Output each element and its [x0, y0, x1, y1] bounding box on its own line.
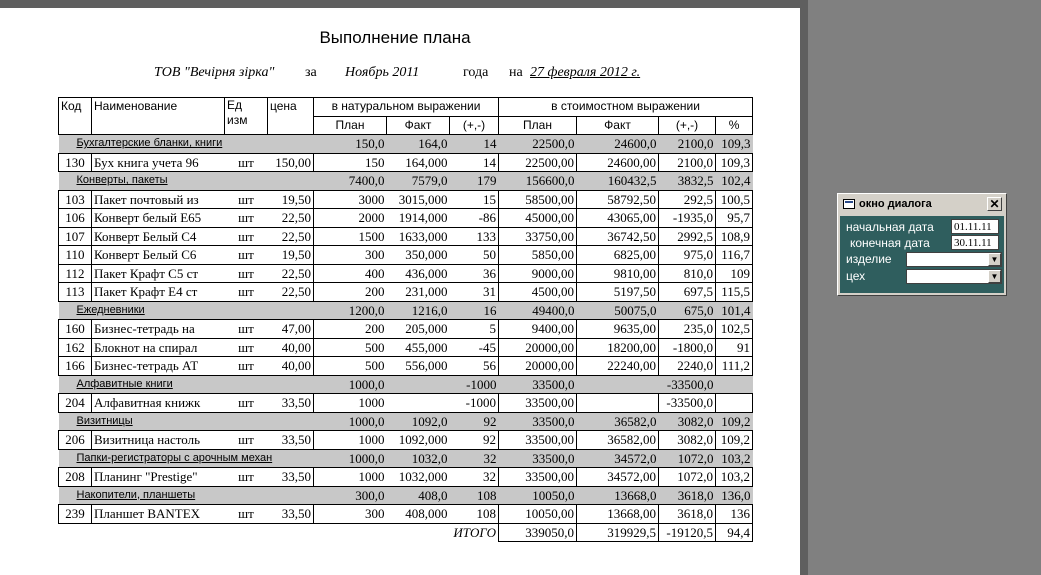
item-fact: 455,000: [387, 338, 450, 357]
item-diff: 32: [450, 468, 499, 487]
item-diff: 15: [450, 190, 499, 209]
group-sfact: 36582,0: [577, 412, 659, 431]
group-name-text: Бухгалтерские бланки, книги: [76, 137, 223, 150]
chevron-down-icon[interactable]: ▼: [988, 253, 1001, 266]
item-diff: 36: [450, 264, 499, 283]
item-code: 204: [59, 394, 92, 413]
item-price: 22,50: [268, 227, 314, 246]
group-diff: 92: [450, 412, 499, 431]
group-name: [59, 412, 314, 431]
item-unit: шт: [225, 357, 268, 376]
item-diff: 108: [450, 505, 499, 524]
total-cost-fact: 319929,5: [577, 523, 659, 542]
report-date: 27 февраля 2012 г.: [530, 65, 641, 80]
item-plan: 200: [314, 320, 387, 339]
group-splan: 33500,0: [499, 449, 577, 468]
item-cost-diff: 2100,0: [659, 153, 716, 172]
item-unit: шт: [225, 320, 268, 339]
item-cost-plan: 10050,00: [499, 505, 577, 524]
item-plan: 500: [314, 338, 387, 357]
item-cost-fact: 36582,00: [577, 431, 659, 450]
group-sfact: 34572,0: [577, 449, 659, 468]
group-pct: 109,2: [716, 412, 753, 431]
item-price: 33,50: [268, 468, 314, 487]
group-row: [59, 486, 753, 505]
item-cost-plan: 33500,00: [499, 394, 577, 413]
group-plan: 1000,0: [314, 375, 387, 394]
total-row: [59, 523, 753, 542]
item-plan: 1000: [314, 468, 387, 487]
header-name: Наименование: [92, 98, 225, 135]
item-code: 103: [59, 190, 92, 209]
item-price: 19,50: [268, 246, 314, 265]
item-code: 112: [59, 264, 92, 283]
item-pct: 109: [716, 264, 753, 283]
item-cost-fact: [577, 394, 659, 413]
total-pct: 94,4: [716, 523, 753, 542]
report-period: Ноябрь 2011: [345, 65, 420, 80]
item-unit: шт: [225, 153, 268, 172]
dialog-body: [840, 216, 1004, 293]
group-pct: 102,4: [716, 172, 753, 191]
item-fact: 1914,000: [387, 209, 450, 228]
report-title: Выполнение плана: [319, 28, 471, 47]
group-splan: 22500,0: [499, 135, 577, 154]
group-sdiff: 1072,0: [659, 449, 716, 468]
item-cost-plan: 58500,00: [499, 190, 577, 209]
group-name: [59, 486, 314, 505]
group-pct: 109,3: [716, 135, 753, 154]
header-cost-plan: План: [499, 116, 577, 135]
label-za: за: [305, 65, 317, 80]
group-fact: [387, 375, 450, 394]
item-cost-plan: 33500,00: [499, 468, 577, 487]
label-na: на: [509, 65, 523, 80]
group-name-text: Конверты, пакеты: [76, 174, 168, 187]
group-name-text: Визитницы: [76, 414, 133, 427]
group-fact: 1092,0: [387, 412, 450, 431]
item-pct: [716, 394, 753, 413]
item-name: Конверт Белый С6: [92, 246, 225, 265]
item-plan: 150: [314, 153, 387, 172]
item-unit: шт: [225, 431, 268, 450]
item-cost-fact: 9635,00: [577, 320, 659, 339]
item-code: 113: [59, 283, 92, 302]
start-date-label: начальная дата: [846, 220, 934, 234]
item-diff: 133: [450, 227, 499, 246]
item-price: 33,50: [268, 431, 314, 450]
item-cost-diff: 975,0: [659, 246, 716, 265]
company-name: ТОВ "Вечірня зірка": [154, 65, 275, 80]
group-diff: -1000: [450, 375, 499, 394]
item-code: 130: [59, 153, 92, 172]
item-price: 33,50: [268, 505, 314, 524]
total-cost-diff: -19120,5: [659, 523, 716, 542]
page-top-edge: [0, 0, 808, 8]
item-cost-fact: 9810,00: [577, 264, 659, 283]
group-pct: [716, 375, 753, 394]
group-name-text: Алфавитные книги: [76, 377, 173, 390]
item-cost-diff: 2240,0: [659, 357, 716, 376]
group-sfact: [577, 375, 659, 394]
group-sfact: 50075,0: [577, 301, 659, 320]
item-cost-diff: -1800,0: [659, 338, 716, 357]
item-code: 107: [59, 227, 92, 246]
item-price: 150,00: [268, 153, 314, 172]
item-diff: -1000: [450, 394, 499, 413]
header-cost: в стоимостном выражении: [499, 98, 753, 117]
header-fact: Факт: [387, 116, 450, 135]
item-price: 22,50: [268, 283, 314, 302]
group-plan: 150,0: [314, 135, 387, 154]
item-cost-fact: 43065,00: [577, 209, 659, 228]
group-sdiff: 2100,0: [659, 135, 716, 154]
table-row[interactable]: [59, 505, 753, 524]
group-splan: 33500,0: [499, 412, 577, 431]
group-diff: 108: [450, 486, 499, 505]
item-plan: 3000: [314, 190, 387, 209]
item-unit: шт: [225, 264, 268, 283]
group-sdiff: 675,0: [659, 301, 716, 320]
item-name: Пакет почтовый из: [92, 190, 225, 209]
table-row[interactable]: [59, 357, 753, 376]
item-cost-diff: 2992,5: [659, 227, 716, 246]
group-splan: 10050,0: [499, 486, 577, 505]
item-cost-fact: 34572,00: [577, 468, 659, 487]
header-cost-fact: Факт: [577, 116, 659, 135]
item-diff: 92: [450, 431, 499, 450]
table-row[interactable]: [59, 283, 753, 302]
item-cost-diff: 3618,0: [659, 505, 716, 524]
header-code: Код: [59, 98, 92, 135]
group-diff: 16: [450, 301, 499, 320]
group-splan: 156600,0: [499, 172, 577, 191]
item-diff: 14: [450, 153, 499, 172]
group-fact: 408,0: [387, 486, 450, 505]
header-price: цена: [268, 98, 314, 135]
item-price: 33,50: [268, 394, 314, 413]
dialog-window: [837, 193, 1007, 296]
table-row[interactable]: [59, 338, 753, 357]
table-row[interactable]: [59, 394, 753, 413]
item-fact: 408,000: [387, 505, 450, 524]
item-code: 162: [59, 338, 92, 357]
group-diff: 14: [450, 135, 499, 154]
item-plan: 200: [314, 283, 387, 302]
item-cost-plan: 33500,00: [499, 431, 577, 450]
item-fact: 556,000: [387, 357, 450, 376]
group-pct: 101,4: [716, 301, 753, 320]
item-fact: 231,000: [387, 283, 450, 302]
item-price: 22,50: [268, 264, 314, 283]
item-cost-plan: 22500,00: [499, 153, 577, 172]
close-button[interactable]: ✕: [987, 197, 1002, 211]
item-pct: 136: [716, 505, 753, 524]
item-cost-diff: 810,0: [659, 264, 716, 283]
item-price: 22,50: [268, 209, 314, 228]
group-sdiff: 3618,0: [659, 486, 716, 505]
shop-select[interactable]: [906, 269, 1002, 284]
header-pct: %: [716, 116, 753, 135]
table-row[interactable]: [59, 320, 753, 339]
group-sdiff: 3832,5: [659, 172, 716, 191]
item-price: 40,00: [268, 338, 314, 357]
group-name: [59, 375, 314, 394]
item-fact: 350,000: [387, 246, 450, 265]
table-row[interactable]: [59, 190, 753, 209]
group-sdiff: -33500,0: [659, 375, 716, 394]
item-pct: 108,9: [716, 227, 753, 246]
item-unit: шт: [225, 468, 268, 487]
item-diff: -86: [450, 209, 499, 228]
item-cost-plan: 45000,00: [499, 209, 577, 228]
group-fact: 1032,0: [387, 449, 450, 468]
item-diff: 50: [450, 246, 499, 265]
item-cost-fact: 13668,00: [577, 505, 659, 524]
item-code: 239: [59, 505, 92, 524]
item-unit: шт: [225, 227, 268, 246]
item-pct: 111,2: [716, 357, 753, 376]
item-fact: 1633,000: [387, 227, 450, 246]
item-pct: 91: [716, 338, 753, 357]
item-cost-plan: 4500,00: [499, 283, 577, 302]
header-diff: (+,-): [450, 116, 499, 135]
header-unit: Ед изм: [225, 98, 268, 135]
item-cost-plan: 5850,00: [499, 246, 577, 265]
item-pct: 109,3: [716, 153, 753, 172]
group-pct: 136,0: [716, 486, 753, 505]
item-name: Конверт белый Е65: [92, 209, 225, 228]
start-date-input[interactable]: 01.11.11: [951, 219, 999, 234]
group-plan: 1000,0: [314, 412, 387, 431]
item-fact: [387, 394, 450, 413]
item-name: Пакет Крафт С5 ст: [92, 264, 225, 283]
item-cost-plan: 33750,00: [499, 227, 577, 246]
group-diff: 179: [450, 172, 499, 191]
group-row: [59, 301, 753, 320]
item-fact: 205,000: [387, 320, 450, 339]
form-icon: [843, 199, 855, 209]
item-plan: 400: [314, 264, 387, 283]
group-sfact: 24600,0: [577, 135, 659, 154]
item-plan: 1000: [314, 431, 387, 450]
group-pct: 103,2: [716, 449, 753, 468]
table-row[interactable]: [59, 431, 753, 450]
group-plan: 300,0: [314, 486, 387, 505]
item-cost-fact: 5197,50: [577, 283, 659, 302]
item-name: Конверт Белый С4: [92, 227, 225, 246]
group-plan: 7400,0: [314, 172, 387, 191]
item-cost-fact: 36742,50: [577, 227, 659, 246]
group-fact: 7579,0: [387, 172, 450, 191]
table-row[interactable]: [59, 468, 753, 487]
header-cost-diff: (+,-): [659, 116, 716, 135]
table-row[interactable]: [59, 209, 753, 228]
item-price: 47,00: [268, 320, 314, 339]
item-cost-plan: 9400,00: [499, 320, 577, 339]
item-code: 160: [59, 320, 92, 339]
item-unit: шт: [225, 190, 268, 209]
item-cost-fact: 18200,00: [577, 338, 659, 357]
item-unit: шт: [225, 338, 268, 357]
item-name: Планшет BANTEX: [92, 505, 225, 524]
item-fact: 1092,000: [387, 431, 450, 450]
group-plan: 1200,0: [314, 301, 387, 320]
item-name: Бизнес-тетрадь АТ: [92, 357, 225, 376]
item-cost-diff: 292,5: [659, 190, 716, 209]
group-name: [59, 135, 314, 154]
group-row: [59, 412, 753, 431]
product-select[interactable]: [906, 252, 1002, 267]
item-code: 110: [59, 246, 92, 265]
chevron-down-icon[interactable]: ▼: [988, 270, 1001, 283]
item-unit: шт: [225, 394, 268, 413]
group-sdiff: 3082,0: [659, 412, 716, 431]
header-plan: План: [314, 116, 387, 135]
end-date-input[interactable]: 30.11.11: [951, 235, 999, 250]
item-name: Блокнот на спирал: [92, 338, 225, 357]
plan-table: [58, 97, 753, 542]
item-fact: 436,000: [387, 264, 450, 283]
group-fact: 164,0: [387, 135, 450, 154]
group-sfact: 13668,0: [577, 486, 659, 505]
group-sfact: 160432,5: [577, 172, 659, 191]
item-pct: 102,5: [716, 320, 753, 339]
item-diff: 5: [450, 320, 499, 339]
item-plan: 1000: [314, 394, 387, 413]
item-name: Алфавитная книжк: [92, 394, 225, 413]
item-pct: 95,7: [716, 209, 753, 228]
group-fact: 1216,0: [387, 301, 450, 320]
shop-label: цех: [846, 269, 866, 283]
end-date-label: конечная дата: [850, 236, 930, 250]
item-pct: 115,5: [716, 283, 753, 302]
table-row[interactable]: [59, 264, 753, 283]
item-cost-fact: 6825,00: [577, 246, 659, 265]
group-name: [59, 449, 314, 468]
group-name-text: Ежедневники: [76, 303, 145, 316]
group-name: [59, 172, 314, 191]
item-unit: шт: [225, 209, 268, 228]
table-row[interactable]: [59, 246, 753, 265]
item-plan: 2000: [314, 209, 387, 228]
item-pct: 116,7: [716, 246, 753, 265]
group-row: [59, 449, 753, 468]
group-plan: 1000,0: [314, 449, 387, 468]
item-pct: 109,2: [716, 431, 753, 450]
item-diff: 31: [450, 283, 499, 302]
item-unit: шт: [225, 505, 268, 524]
header-natural: в натуральном выражении: [314, 98, 499, 117]
item-cost-fact: 22240,00: [577, 357, 659, 376]
item-cost-diff: 3082,0: [659, 431, 716, 450]
item-name: Визитница настоль: [92, 431, 225, 450]
item-plan: 300: [314, 505, 387, 524]
item-plan: 500: [314, 357, 387, 376]
group-splan: 49400,0: [499, 301, 577, 320]
item-price: 19,50: [268, 190, 314, 209]
item-code: 206: [59, 431, 92, 450]
item-name: Пакет Крафт Е4 ст: [92, 283, 225, 302]
label-goda: года: [463, 65, 489, 80]
item-fact: 164,000: [387, 153, 450, 172]
group-row: [59, 172, 753, 191]
item-name: Бух книга учета 96: [92, 153, 225, 172]
item-diff: -45: [450, 338, 499, 357]
dialog-title: окно диалога: [859, 198, 932, 210]
item-pct: 103,2: [716, 468, 753, 487]
item-plan: 1500: [314, 227, 387, 246]
group-name-text: Накопители, планшеты: [76, 488, 196, 501]
total-cost-plan: 339050,0: [499, 523, 577, 542]
item-fact: 1032,000: [387, 468, 450, 487]
product-label: изделие: [846, 252, 892, 266]
item-unit: шт: [225, 283, 268, 302]
item-cost-diff: -33500,0: [659, 394, 716, 413]
item-cost-plan: 20000,00: [499, 338, 577, 357]
item-fact: 3015,000: [387, 190, 450, 209]
item-cost-fact: 58792,50: [577, 190, 659, 209]
table-row[interactable]: [59, 153, 753, 172]
group-diff: 32: [450, 449, 499, 468]
item-pct: 100,5: [716, 190, 753, 209]
group-row: [59, 135, 753, 154]
group-name: [59, 301, 314, 320]
item-diff: 56: [450, 357, 499, 376]
item-cost-diff: 1072,0: [659, 468, 716, 487]
item-code: 166: [59, 357, 92, 376]
item-name: Бизнес-тетрадь на: [92, 320, 225, 339]
item-cost-plan: 9000,00: [499, 264, 577, 283]
item-unit: шт: [225, 246, 268, 265]
item-cost-fact: 24600,00: [577, 153, 659, 172]
item-code: 106: [59, 209, 92, 228]
group-name-text: Папки-регистраторы с арочным механ: [76, 451, 273, 464]
dialog-titlebar[interactable]: [840, 196, 1004, 213]
item-name: Планинг "Prestige": [92, 468, 225, 487]
item-cost-diff: 235,0: [659, 320, 716, 339]
item-cost-plan: 20000,00: [499, 357, 577, 376]
group-row: [59, 375, 753, 394]
item-cost-diff: 697,5: [659, 283, 716, 302]
item-cost-diff: -1935,0: [659, 209, 716, 228]
total-label: ИТОГО: [453, 525, 497, 540]
group-splan: 33500,0: [499, 375, 577, 394]
item-code: 208: [59, 468, 92, 487]
table-row[interactable]: [59, 227, 753, 246]
item-price: 40,00: [268, 357, 314, 376]
item-plan: 300: [314, 246, 387, 265]
